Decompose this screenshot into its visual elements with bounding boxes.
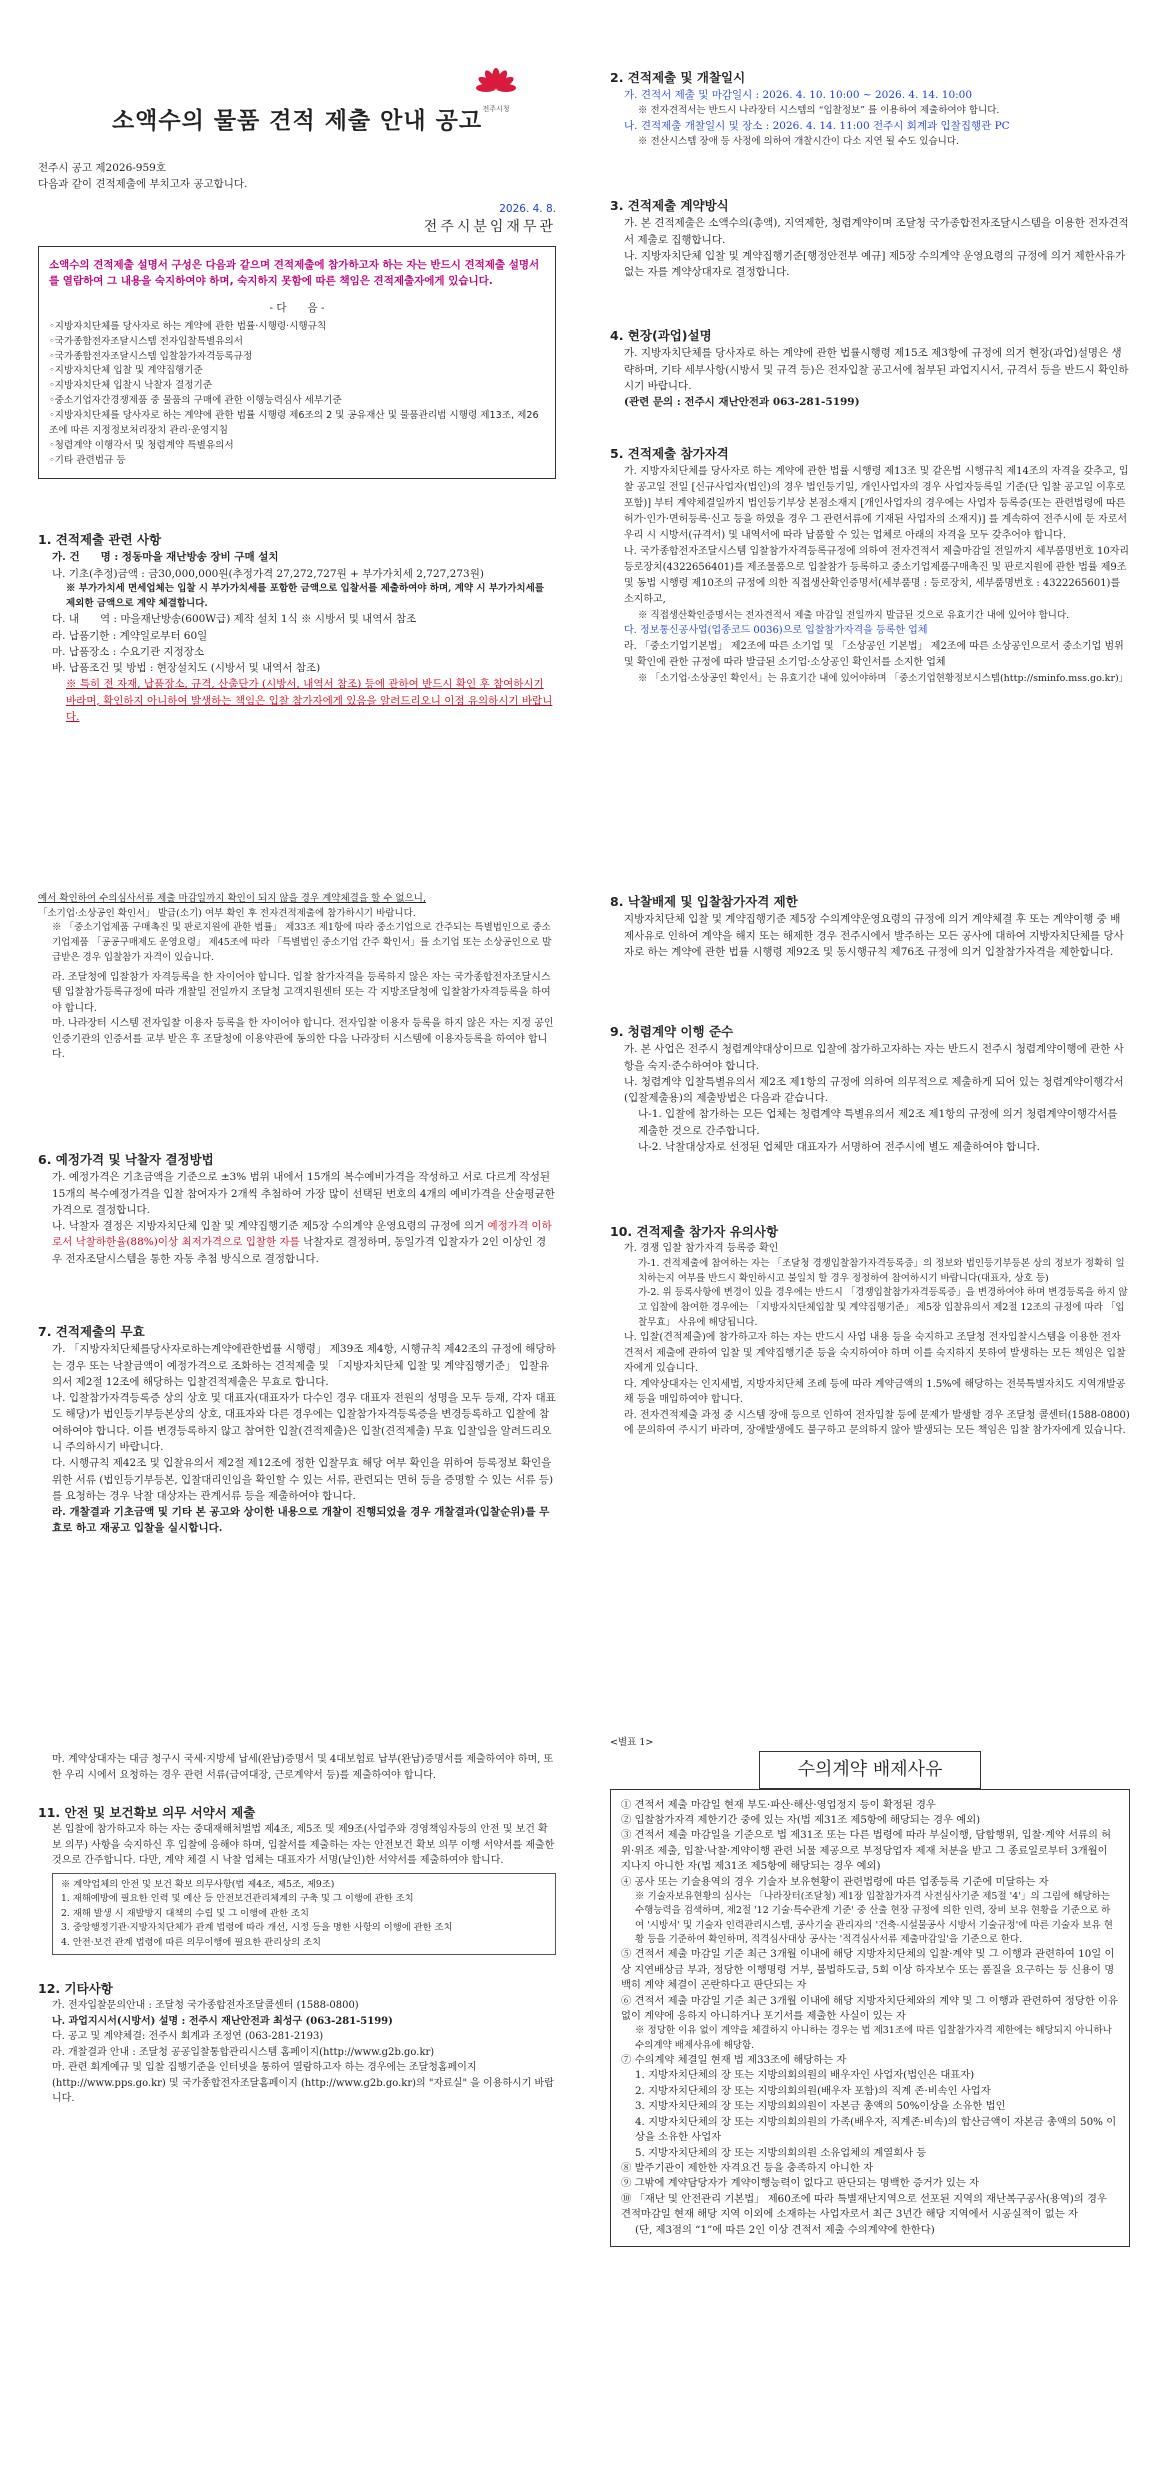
- s3-item-b: 나. 지방자치단체 입찰 및 계약집행기준[행정안전부 예규] 제5장 수의계약 운영요령의 규정에 의거 제한사유가 없는 자를 계약상대자로 결정합니다.: [624, 249, 1126, 279]
- notice-title: 소액수의 물품 견적 제출 안내 공고: [111, 108, 483, 134]
- box-list-title: - 다 음 -: [269, 301, 325, 314]
- logo-text: 전주시청: [482, 105, 510, 113]
- s9-item-b1: 나-1. 입찰에 참가하는 모든 업체는 청렴계약 특별유의서 제2조 제1항의 규정에 의거 청렴계약이행각서를 제출한 것으로 간주합니다.: [638, 1108, 1118, 1137]
- section-11-heading: 11. 안전 및 보건확보 의무 서약서 제출: [38, 1805, 256, 1820]
- s5-item-b: 나. 국가종합전자조달시스템 입찰참가자격등록규정에 의하여 전자견적서 제출마감일 전일까지 세부품명번호 10자리 등로장치(4322656401)를 제조물품으로 입찰참가 등록하고 중소기업제품구매촉진 및 판로지원에 관한 법률 제9조 및 동법 시행령 제10조의 규정에 의한 직접생산확인증명서(세부품명 : 등로장치, 세부품명번호 : 4322265601)를 소지하고,: [624, 546, 1130, 605]
- list-item: ◦청렴계약 이행각서 및 청렴계약 특별유의서: [49, 439, 234, 451]
- annex-item: ① 견적서 제출 마감일 현재 부도·파산·해산·영업정지 등이 확정된 경우: [621, 1798, 936, 1811]
- annex-item: ⑨ 그밖에 계약담당자가 계약이행능력이 없다고 판단되는 명백한 증거가 있는 자: [621, 2177, 980, 2190]
- safety-item: 3. 중앙행정기관·지방자치단체가 관계 법령에 따라 개선, 시정 등을 명한 사항의 이행에 관한 조치: [61, 1922, 453, 1934]
- annex-footnote: (단, 제3점의 “1”에 따른 2인 이상 견적서 제출 수의계약에 한한다): [635, 2223, 935, 2236]
- annex-item: ⑩ 「재난 및 안전관리 기본법」 제60조에 따라 특별재난지역으로 선포된 지역의 재난복구공사(용역)의 경우 견적마감일 현재 해당 지역 이외에 소재하는 사업자로서 최근 3년간 해당 지역에서 시공실적이 없는 자: [621, 2192, 1107, 2221]
- list-item: ◦중소기업자간경쟁제품 중 물품의 구매에 관한 이행능력심사 세부기준: [49, 395, 342, 407]
- section-2-heading: 2. 견적제출 및 개찰일시: [610, 70, 746, 85]
- s12-item: 나. 과업지시서(시방서) 설명 : 전주시 재난안전과 최성구 (063-281-5199): [52, 2015, 393, 2027]
- annex-subitem: 3. 지방자치단체의 장 또는 지방의회의원이 자본금 총액의 50%이상을 소유한 법인: [635, 2100, 1006, 2113]
- section-9-heading: 9. 청렴계약 이행 준수: [610, 1024, 734, 1039]
- annex: [610, 1736, 1130, 2247]
- annex-note: ※ 기술자보유현황의 심사는 「나라장터(조달청) 제1장 입찰참가자격 사전심사기준 제5절 '4'」의 그림에 해당하는 수행능력을 검색하며, 제2절 '12 기술·특수관계 기준' 중 산출 현장 규정에 의한 인력, 장비 보유 현황을 기준으로 하여 '시방서' 및 기술자 인력관리시스템, 공사기술 관리자의 '건축·시설물공사 시방서 기술규정'에 따른 기술자 보유 현황 등을 기준하여 확인하며, 적격심사대상 공사는 '적격심사서류 제출마감일'을 기준으로 한다.: [635, 1891, 1113, 1945]
- s5-item-ra: 라. 조달청에 입찰참가 자격등록을 한 자이어야 합니다. 입찰 참가자격을 등록하지 않은 자는 국가종합전자조달시스템 입찰참가등록규정에 따라 개찰일 전일까지 조달청 고객지원센터 또는 각 지방조달청에 입찰참가자격등록을 하여야 합니다.: [52, 971, 551, 1014]
- section-6-heading: 6. 예정가격 및 낙찰자 결정방법: [38, 1152, 214, 1167]
- annex-subitem: 2. 지방자치단체의 장 또는 지방의회의원(배우자 포함)의 직계 존·비속인 사업자: [635, 2084, 991, 2097]
- s10-item-b: 나. 입찰(견적제출)에 참가하고자 하는 자는 반드시 사업 내용 등을 숙지하고 조달청 전자입찰시스템을 이용한 전자견적서 제출에 관하여 입찰 및 계약집행기준 등을 숙지하여야 하며 이를 숙지하지 못하여 발생하는 모든 책임은 입찰자에게 있습니다.: [624, 1332, 1126, 1375]
- s2-item-a-note: ※ 전자견적서는 반드시 나라장터 시스템의 “입찰정보” 를 이용하여 제출하여야 합니다.: [638, 104, 1000, 116]
- s12-item: 마. 관련 회계예규 및 입찰 집행기준을 인터넷을 통하여 열람하고자 하는 경우에는 조달청홈페이지(http://www.pps.go.kr) 및 국가종합전자조달홈페이지 (http://www.g2b.go.kr)의 "자료실" 을 이용하시기 바랍니다.: [52, 2062, 554, 2105]
- annex-subitem: 5. 지방자치단체의 장 또는 지방의회의원 소유업체의 계열회사 등: [635, 2146, 927, 2159]
- list-item: ◦지방자치단체 입찰시 낙찰자 결정기준: [49, 380, 213, 392]
- notice-meta: [38, 160, 556, 238]
- section-9: [610, 1022, 1130, 1155]
- annex-item: ⑤ 견적서 제출 마감일 기준 최근 3개월 이내에 해당 지방자치단체의 입찰·계약 및 그 이행과 관련하여 10일 이상 지연배상금 부과, 정당한 이행명령 거부, 불법하도급, 5회 이상 하자보수 또는 품질을 요구하는 등 신용이 명백히 계약 체결이 곤란하다고 판단되는 자: [621, 1948, 1115, 1992]
- guidance-box: [38, 246, 556, 479]
- section-3-heading: 3. 견적제출 계약방식: [610, 198, 729, 213]
- s2-item-a: 가. 견적서 제출 및 마감일시 : 2026. 4. 10. 10:00 ~ 2026. 4. 14. 10:00: [624, 89, 973, 102]
- s1-item-a: 가. 건 명 : 정동마을 재난방송 장비 구매 설치: [52, 551, 279, 564]
- s2-item-b-note: ※ 전산시스템 장애 등 사정에 의하여 개찰시간이 다소 지연 될 수도 있습니다.: [638, 135, 960, 147]
- s5-item-c: 다. 정보통신공사업(업종코드 0036)으로 입찰참가자격을 등록한 업체: [624, 625, 928, 637]
- section-8-heading: 8. 낙찰배제 및 입찰참가자격 제한: [610, 894, 798, 909]
- section-12-heading: 12. 기타사항: [38, 1980, 113, 1996]
- cont-line-1: 예서 확인하여 수의심사서류 제출 마감일까지 확인이 되지 않을 경우 계약체결을 할 수 없으니,: [38, 893, 426, 904]
- annex-item: ⑦ 수의계약 체결일 현재 법 제33조에 해당하는 자: [621, 2053, 847, 2066]
- s5-item-d: 라. 「중소기업기본법」 제2조에 따른 소기업 및 「소상공인 기본법」 제2조에 따른 소상공인으로서 중소기업 범위 및 확인에 관한 규정에 따라 발급된 소기업·소상공인 확인서를 소지한 업체: [624, 641, 1124, 669]
- s10-item-d: 라. 전자견적제출 과정 중 시스템 장애 등으로 인하여 전자입찰 등에 문제가 발생할 경우 조달청 콜센터(1588-0800)에 문의하여 주시기 바라며, 장애발생에도 불구하고 문의하지 않아 발생되는 모든 책임은 입찰 참가자에게 있습니다.: [624, 1409, 1130, 1437]
- s5-item-ma: 마. 나라장터 시스템 전자입찰 이용자 등록을 한 자이어야 합니다. 전자입찰 이용자 등록을 하지 않은 자는 지정 공인인증기관의 인증서를 교부 받은 후 조달청에 이용약관에 동의한 다음 나라장터 시스템에 이용자등록을 하여야 합니다.: [52, 1018, 554, 1061]
- s7-item-d: 라. 개찰결과 기초금액 및 기타 본 공고와 상이한 내용으로 개찰이 진행되었을 경우 개찰결과(입찰순위)를 무효로 하고 재공고 입찰을 실시합니다.: [52, 1506, 550, 1535]
- s1-item-f: 바. 납품조건 및 방법 : 현장설치도 (시방서 및 내역서 참조): [52, 662, 321, 675]
- s3-item-a: 가. 본 견적제출은 소액수의(총액), 지역제한, 청렴계약이며 조달청 국가종합전자조달시스템을 이용한 전자견적서 제출로 집행합니다.: [624, 217, 1129, 246]
- section-1-heading: 1. 견적제출 관련 사항: [38, 532, 162, 547]
- s5-item-d-note: ※ 「소기업·소상공인 확인서」는 유효기간 내에 있어야하며 「중소기업현황정보시스템(http://sminfo.mss.go.kr)」: [638, 673, 1129, 685]
- list-item: ◦국가종합전자조달시스템 전자입찰특별유의서: [49, 335, 244, 347]
- annex-item: ③ 견적서 제출 마감일을 기준으로 법 제31조 또는 다른 법령에 따라 부실이행, 담합행위, 입찰·계약 서류의 허위·위조 제출, 입찰·낙찰·계약이행 관련 뇌물 제공으로 부정당업자 제재 처분을 받고 그 종료일로부터 3개월이 지나지 아니한 자(법 제31조 제5항에 해당되는 경우 예외): [621, 1829, 1112, 1873]
- section-8: [610, 892, 1130, 960]
- s5-item-a: 가. 지방자치단체를 당사자로 하는 계약에 관한 법률 시행령 제13조 및 같은법 시행규칙 제14조의 자격을 갖추고, 입찰 공고일 전일 [신규사업자(법인)의 경우 법인등기일, 개인사업자의 경우 사업자등록일 기준(단 입찰 공고일 이후로 포함)] 부터 계약체결일까지 법인등기부상 본점소재지 [개인사업자의 경우에는 사업자 등록증(또는 관련법령에 따른 허가·인가·면허등록·신고 등을 하였을 경우 그 관련서류에 기재된 사업자의 소재지)] 를 계속하여 전주시에 둔 자로서 우리 시 시방서(규격서) 및 내역서에 따라 납품할 수 있는 업체로 아래의 자격을 모두 갖추어야 합니다.: [624, 466, 1129, 541]
- section-7-heading: 7. 견적제출의 무효: [38, 1324, 145, 1339]
- annex-label: <별표 1>: [610, 1737, 654, 1748]
- section-7: [38, 1322, 556, 1537]
- s10-item-a1: 가-1. 견적제출에 참여하는 자는 「조달청 경쟁입찰참가자격등록증」의 정보와 법인등기부등본 상의 정보가 정확히 일치하는지 여부를 반드시 확인하시고 불일치 할 경우 정정하여 참여하시기 바랍니다(대표자, 상호 등): [638, 1257, 1125, 1284]
- jeonju-logo-icon: [470, 68, 522, 114]
- s1-item-d: 라. 납품기한 : 계약일로부터 60일: [52, 629, 208, 642]
- s9-item-b2: 나-2. 낙찰대상자로 선정된 업체만 대표자가 서명하여 전주시에 별도 제출하여야 합니다.: [638, 1140, 1040, 1153]
- s12-item: 가. 전자입찰문의안내 : 조달청 국가종합전자조달콜센터 (1588-0800): [52, 2000, 359, 2012]
- s5-item-b-note: ※ 직접생산확인증명서는 전자견적서 제출 마감일 전일까지 발급된 것으로 유효기간 내에 있어야 합니다.: [638, 610, 1070, 621]
- page3-left: [38, 1752, 556, 2107]
- section-5-continued: [38, 892, 556, 1063]
- s9-item-b: 나. 청렴계약 입찰특별유의서 제2조 제1항의 규정에 의하여 의무적으로 제출하게 되어 있는 청렴계약이행각서(입찰제출용)의 제출방법은 다음과 같습니다.: [624, 1075, 1124, 1105]
- section-5: [610, 444, 1130, 686]
- regulation-list: [49, 320, 545, 469]
- list-item: ◦지방자치단체를 당사자로 하는 계약에 관한 법률 시행령 제6조의 2 및 공유재산 및 물품관리법 시행령 제13조, 제26조에 따른 지정정보처리장치 관리·운영지침: [49, 409, 539, 436]
- s11-text: 본 입찰에 참가하고자 하는 자는 중대재해처벌법 제4조, 제5조 및 제9조(사업주와 경영책임자등의 안전 및 보건 확보 의무) 사항을 숙지하신 후 입찰에 응해야 하며, 입찰서를 제출하는 자는 안전보건 확보 의무 이행 서약서를 제출한 것으로 간주합니다. 다만, 계약 체결 시 낙찰 업체는 대표자가 서명(날인)한 서약서를 제출하여야 합니다.: [52, 1824, 555, 1867]
- s7-item-b: 나. 입찰참가자격등록증 상의 상호 및 대표자(대표자가 다수인 경우 대표자 전원의 성명을 모두 등재, 각자 대표도 해당)가 법인등기부등본상의 상호, 대표자와 다른 경우에는 입찰참가자격등록증을 변경등록하고 입찰에 참여하여야 합니다. 이를 변경등록하지 않고 참여한 입찰(견적제출)은 입찰(견적제출) 무효 입찰임을 알려드리오니 주의하시기 바랍니다.: [52, 1392, 556, 1453]
- s10-item-ma: 마. 계약상대자는 대금 청구시 국세·지방세 납세(완납)증명서 및 4대보험료 납부(완납)증명서를 제출하여야 하며, 또한 우리 시에서 요청하는 경우 관련 서류(급여대장, 근로계약서 등)를 제출하여야 합니다.: [52, 1754, 554, 1781]
- s4-contact: (관련 문의 : 전주시 재난안전과 063-281-5199): [624, 396, 860, 409]
- notice-date: 2026. 4. 8.: [499, 202, 556, 215]
- box-warning: 소액수의 견적제출 설명서 구성은 다음과 같으며 견적제출에 참가하고자 하는 자는 반드시 견적제출 설명서를 열람하여 그 내용을 숙지하여야 하며, 숙지하지 못함에 따른 책임은 견적제출자에게 있습니다.: [49, 259, 540, 288]
- notice-org: 전주시분임재무관: [423, 218, 556, 235]
- s7-item-c: 다. 시행규칙 제42조 및 입찰유의서 제2절 제12조에 정한 입찰무효 해당 여부 확인을 위하여 등록정보 확인을 위한 서류 (법인등기부등본, 입찰대리인임을 확인할 수 있는 서류, 관련되는 면허 등을 증명할 수 있는 서류 등)를 요청하는 경우 낙찰 대상자는 관계서류 등을 제출하여야 합니다.: [52, 1457, 554, 1502]
- section-10: [610, 1222, 1130, 1439]
- section-4-heading: 4. 현장(과업)설명: [610, 328, 712, 343]
- s8-text: 지방자치단체 입찰 및 계약집행기준 제5장 수의계약운영요령의 규정에 의거 계약체결 후 또는 계약이행 중 배제사유로 인하여 계약을 해지 또는 해제한 경우 전주시에서 발주하는 모든 공사에 대하여 지방자치단체를 당사자로 하는 계약에 관한 법률 시행령 제92조 및 동시행규칙 제76조 규정에 의거 입찰참가자격을 제한합니다.: [624, 913, 1124, 958]
- annex-item: ② 입찰참가자격 제한기간 중에 있는 자(법 제31조 제5항에 해당되는 경우 예외): [621, 1814, 981, 1827]
- safety-item: 1. 재해예방에 필요한 인력 및 예산 등 안전보건관리체계의 구축 및 그 이행에 관한 조치: [61, 1893, 414, 1905]
- list-item: ◦기타 관련법규 등: [49, 454, 126, 466]
- s2-item-b: 나. 견적제출 개찰일시 및 장소 : 2026. 4. 14. 11:00 전주시 회계과 입찰집행관 PC: [624, 120, 1010, 133]
- s1-item-e: 마. 납품장소 : 수요기관 지정장소: [52, 645, 205, 658]
- s4-item-a: 가. 지방자치단체를 당사자로 하는 계약에 관한 법률시행령 제15조 제3항에 규정에 의거 현장(과업)설명은 생략하며, 기타 세부사항(시방서 및 규격 등)은 전자입찰 공고서에 첨부된 과업지시서, 규격서 등을 반드시 확인하시기 바랍니다.: [624, 347, 1129, 392]
- notice-intro: 다음과 같이 견적제출에 부치고자 공고합니다.: [38, 178, 248, 191]
- safety-item: 2. 재해 발생 시 재발방지 대책의 수립 및 그 이행에 관한 조치: [61, 1907, 309, 1919]
- section-10-heading: 10. 견적제출 참가자 유의사항: [610, 1224, 779, 1239]
- annex-subitem: 4. 지방자치단체의 장 또는 지방의회의원의 가족(배우자, 직계존·비속)의 합산금액이 자본금 총액의 50% 이상을 소유한 사업자: [635, 2115, 1117, 2144]
- s12-item: 다. 공고 및 계약체결: 전주시 회계과 조정연 (063-281-2193): [52, 2031, 324, 2043]
- s6-item-b-2: 예정가격 이하로서 낙찰하한율(88%)이상 최저가격으로 입찰한 자를: [52, 1220, 552, 1249]
- s12-item: 라. 개찰결과 안내 : 조달청 공공입찰통합관리시스템 홈페이지(http://www.g2b.go.kr): [52, 2046, 435, 2058]
- annex-item: ④ 공사 또는 기술용역의 경우 기술자 보유현황이 관련법령에 따른 업종등록 기준에 미달하는 자: [621, 1875, 1049, 1888]
- s1-warning: ※ 특히 전 자재, 납품장소, 규격, 산출단가 (시방서, 내역서 참조) 등에 관하여 반드시 확인 후 참여하시기 바라며, 확인하지 아니하여 발생하는 책임은 입찰 참가자에게 있음을 알려드리오니 이점 유의하시기 바랍니다.: [66, 678, 553, 723]
- list-item: ◦국가종합전자조달시스템 입찰참가자격등록규정: [49, 350, 253, 362]
- safety-item: 4. 안전·보건 관계 법령에 따른 의무이행에 필요한 관리상의 조치: [61, 1936, 321, 1948]
- annex-body: [610, 1789, 1130, 2248]
- annex-note: ※ 정당한 이유 없이 계약을 체결하지 아니하는 경우는 법 제31조에 따른 입찰참가자격 제한에는 해당되지 아니하나 수의계약 배제사유에 해당함.: [635, 2025, 1112, 2051]
- s1-item-b: 나. 기초(추정)금액 : 금30,000,000원(추정가격 27,272,727원 + 부가가치세 2,727,273원): [52, 567, 484, 580]
- annex-title: 수의계약 배제사유: [759, 1751, 981, 1789]
- s9-item-a: 가. 본 사업은 전주시 청렴계약대상이므로 입찰에 참가하고자하는 자는 반드시 전주시 청렴계약이행에 관한 사항을 숙지·준수하여야 합니다.: [624, 1043, 1124, 1072]
- s6-item-b-1: 나. 낙찰자 결정은 지방자치단체 입찰 및 계약집행기준 제5장 수의계약 운영요령의 규정에 의거: [52, 1220, 485, 1233]
- annex-item: ⑥ 견적서 제출 마감일 기준 최근 3개월 이내에 해당 지방자치단체와의 계약 및 그 이행과 관련하여 정당한 이유 없이 계약에 응하지 아니하거나 포기서를 제출한 사실이 있는 자: [621, 1994, 1118, 2022]
- section-3: [610, 196, 1130, 280]
- section-2: [610, 68, 1130, 149]
- section-4: [610, 326, 1130, 410]
- s1-item-c: 다. 내 역 : 마을재난방송(600W급) 제작 설치 1식 ※ 시방서 및 내역서 참조: [52, 613, 417, 626]
- safety-item: ※ 계약업체의 안전 및 보건 확보 의무사항(법 제4조, 제5조, 제9조): [61, 1878, 335, 1890]
- annex-item: ⑧ 발주기관이 제한한 자격요건 등을 충족하지 아니한 자: [621, 2161, 874, 2174]
- cont-line-3: ※ 「중소기업제품 구매촉진 및 판로지원에 관한 법률」 제33조 제1항에 따라 중소기업으로 간주되는 특별법인으로 중소기업제품 「공공구매제도 운영요령」 제45조에 따라 「특별법인 중소기업 간주 확인서」를 소기업 또는 소상공인으로 발급받은 경우 입찰참가 자격이 있습니다.: [52, 922, 552, 963]
- notice-number: 전주시 공고 제2026-959호: [38, 162, 166, 174]
- s10-item-a: 가. 경쟁 입찰 참가자격 등록증 확인: [624, 1243, 779, 1255]
- s10-item-c: 다. 계약상대자는 인지세법, 지방자치단체 조례 등에 따라 계약금액의 1.5%에 해당하는 전북특별자치도 지역개발공채 등을 매입하여야 합니다.: [624, 1378, 1126, 1406]
- section-1: [38, 530, 556, 725]
- section-5-heading: 5. 견적제출 참가자격: [610, 446, 729, 461]
- list-item: ◦지방자치단체를 당사자로 하는 계약에 관한 법률·시행령·시행규칙: [49, 320, 327, 332]
- annex-subitem: 1. 지방자치단체의 장 또는 지방의회의원의 배우자인 사업자(법인은 대표자): [635, 2069, 975, 2082]
- safety-duty-box: [52, 1873, 556, 1955]
- s1-item-b-note: ※ 부가가치세 면세업체는 입찰 시 부가가치세를 포함한 금액으로 입찰서를 제출하여야 하며, 계약 시 부가가치세를 제외한 금액으로 계약 체결합니다.: [66, 582, 544, 609]
- list-item: ◦지방자치단체 입찰 및 계약집행기준: [49, 365, 203, 377]
- section-6: [38, 1150, 556, 1267]
- cont-line-2: 「소기업·소상공인 확인서」 발급(소기) 여부 확인 후 전자견적제출에 참가하시기 바랍니다.: [38, 907, 416, 919]
- s7-item-a: 가. 「지방자치단체를당사자로하는계약에관한법률 시행령」 제39조 제4항, 시행규칙 제42조의 규정에 해당하는 경우 또는 낙찰금액이 예정가격으로 조화하는 견적제출 및 「지방자치단체 입찰 및 계약집행기준」 입찰유의서 제2절 12조에 해당하는 입찰견적제출은 무효로 합니다.: [52, 1343, 556, 1388]
- s6-item-b-3: 낙찰자로 결정하며, 동일가격 입찰자가 2인 이상인 경우 전자조달시스템을 통한 자동 추첨 방식으로 결정합니다.: [52, 1236, 547, 1265]
- s10-item-a2: 가-2. 위 등록사항에 변경이 있을 경우에는 반드시 「경쟁입찰참가자격등록증」을 변경하여야 하며 변경등록을 하지 않고 입찰에 참여한 경우에는 「지방자치단체입찰 및 계약집행기준」 제5장 입찰유의서 제2절 12조의 규정에 따라 「입찰무효」 사유에 해당됩니다.: [638, 1287, 1128, 1328]
- s6-item-a: 가. 예정가격은 기초금액을 기준으로 ±3% 범위 내에서 15개의 복수예비가격을 작성하고 서로 다르게 작성된 15개의 복수예정가격을 입찰 참여자가 2개씩 추첨하여 가장 많이 선택된 번호의 4개의 예비가격을 산술평균한 가격으로 결정합니다.: [52, 1171, 555, 1216]
